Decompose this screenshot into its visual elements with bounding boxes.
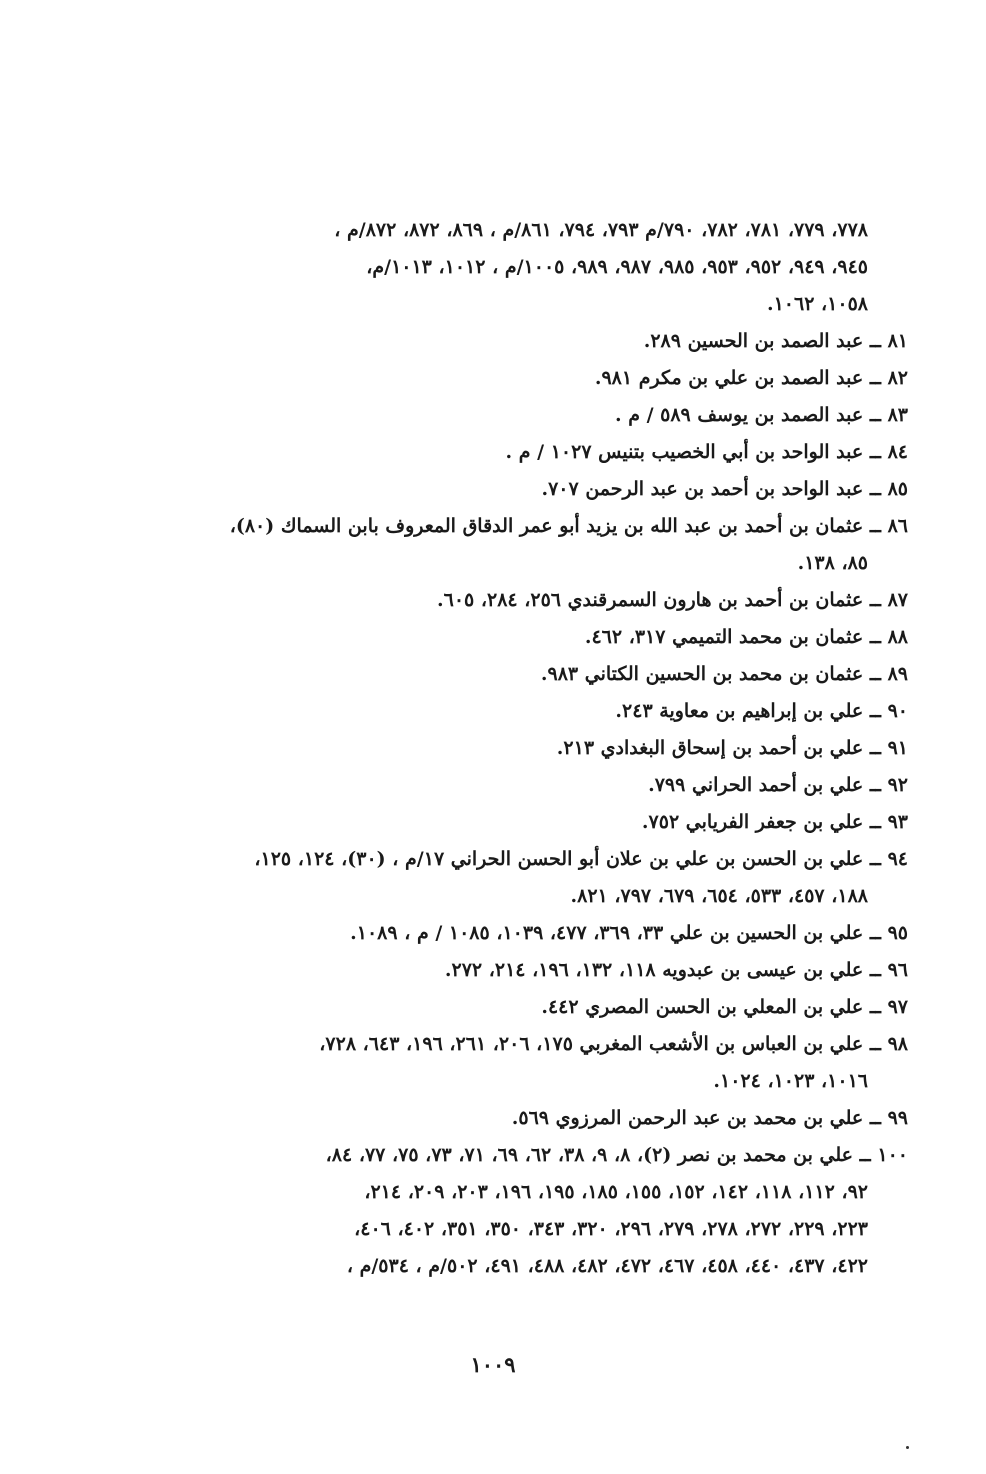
entry-line: ٨٧ ــ عثمان بن أحمد بن هارون السمرقندي ٢٥٦، ٢٨٤، ٦٠٥. xyxy=(436,589,908,611)
entry-line: ٢٢٣، ٢٢٩، ٢٧٢، ٢٧٨، ٢٧٩، ٢٩٦، ٣٢٠، ٣٤٣، ٣٥٠، ٣٥١، ٤٠٢، ٤٠٦، xyxy=(354,1218,868,1240)
entry-line: ١٠١٦، ١٠٢٣، ١٠٢٤. xyxy=(713,1070,868,1092)
entry-line: ٨٥ ــ عبد الواحد بن أحمد بن عبد الرحمن ٧٠٧. xyxy=(541,478,908,500)
entry-line: ٩٨ ــ علي بن العباس بن الأشعب المغربي ١٧٥، ٢٠٦، ٢٦١، ١٩٦، ٦٤٣، ٧٢٨، xyxy=(319,1033,908,1055)
entry-line: ٧٧٨، ٧٧٩، ٧٨١، ٧٨٢، ٧٩٠/م ٧٩٣، ٧٩٤، ٨٦١/م ، ٨٦٩، ٨٧٢، ٨٧٢/م ، xyxy=(334,219,868,241)
entry-line: ٩٠ ــ علي بن إبراهيم بن معاوية ٢٤٣. xyxy=(615,700,908,722)
entry-line: ٨٥، ١٣٨. xyxy=(797,552,868,574)
entry-line: ٨٤ ــ عبد الواحد بن أبي الخصيب بتنيس ١٠٢٧ / م . xyxy=(505,441,908,463)
entry-line: ٨٨ ــ عثمان بن محمد التميمي ٣١٧، ٤٦٢. xyxy=(584,626,908,648)
entry-line: ٩٦ ــ علي بن عيسى بن عبدويه ١١٨، ١٣٢، ١٩٦، ٢١٤، ٢٧٢. xyxy=(444,959,908,981)
index-entries xyxy=(148,212,908,1285)
entry-line: ٩٢، ١١٢، ١١٨، ١٤٢، ١٥٢، ١٥٥، ١٨٥، ١٩٥، ١٩٦، ٢٠٣، ٢٠٩، ٢١٤، xyxy=(364,1181,868,1203)
entry-line: ٩٥ ــ علي بن الحسين بن علي ٣٣، ٣٦٩، ٤٧٧، ١٠٣٩، ١٠٨٥ / م ، ١٠٨٩. xyxy=(350,922,908,944)
entry-line: ٩٩ ــ علي بن محمد بن عبد الرحمن المرزوي ٥٦٩. xyxy=(511,1107,908,1129)
entry-line: ٤٢٢، ٤٣٧، ٤٤٠، ٤٥٨، ٤٦٧، ٤٧٢، ٤٨٢، ٤٨٨، ٤٩١، ٥٠٢/م ، ٥٣٤/م ، xyxy=(346,1255,868,1277)
entry-line: ٩٧ ــ علي بن المعلي بن الحسن المصري ٤٤٢. xyxy=(541,996,908,1018)
entry-line: ٨٣ ــ عبد الصمد بن يوسف ٥٨٩ / م . xyxy=(614,404,908,426)
entry-line: ٩٤ ــ علي بن الحسن بن علي بن علان أبو الحسن الحراني ١٧/م ، (٣٠)، ١٢٤، ١٢٥، xyxy=(254,848,908,870)
entry-line: ٨٦ ــ عثمان بن أحمد بن عبد الله بن يزيد أبو عمر الدقاق المعروف بابن السماك (٨٠)، xyxy=(229,515,908,537)
scan-speck xyxy=(906,1446,909,1449)
entry-line: ٩٣ ــ علي بن جعفر الفريابي ٧٥٢. xyxy=(641,811,908,833)
entry-line: ٨١ ــ عبد الصمد بن الحسين ٢٨٩. xyxy=(643,330,908,352)
entry-line: ١٠٥٨، ١٠٦٢. xyxy=(766,293,868,315)
entry-line: ٩٢ ــ علي بن أحمد الحراني ٧٩٩. xyxy=(648,774,908,796)
entry-line: ٩١ ــ علي بن أحمد بن إسحاق البغدادي ٢١٣. xyxy=(556,737,908,759)
entry-line: ٨٢ ــ عبد الصمد بن علي بن مكرم ٩٨١. xyxy=(594,367,908,389)
entry-line: ٩٤٥، ٩٤٩، ٩٥٢، ٩٥٣، ٩٨٥، ٩٨٧، ٩٨٩، ١٠٠٥/م ، ١٠١٢، ١٠١٣/م، xyxy=(366,256,868,278)
page-number: ١٠٠٩ xyxy=(470,1352,516,1377)
entry-line: ٨٩ ــ عثمان بن محمد بن الحسين الكتاني ٩٨٣. xyxy=(540,663,908,685)
entry-line: ١٨٨، ٤٥٧، ٥٣٣، ٦٥٤، ٦٧٩، ٧٩٧، ٨٢١. xyxy=(570,885,868,907)
entry-line: ١٠٠ ــ علي بن محمد بن نصر (٢)، ٨، ٩، ٣٨، ٦٢، ٦٩، ٧١، ٧٣، ٧٥، ٧٧، ٨٤، xyxy=(325,1144,908,1166)
